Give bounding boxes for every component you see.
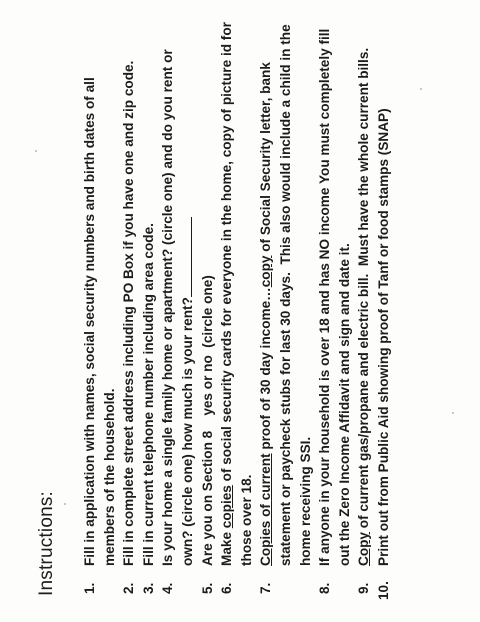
item-text: Are you on Section 8 yes or no (circle one) — [199, 275, 215, 566]
scan-speck — [64, 503, 66, 505]
instruction-item — [80, 14, 119, 594]
item-text-underlined: copies — [219, 485, 235, 529]
item-text: of current gas/propane and electric bill. Must have the whole current bills. — [356, 47, 372, 533]
item-text-underlined: current — [258, 453, 274, 501]
item-number: 10. — [375, 581, 391, 600]
item-text: Make — [219, 528, 235, 566]
item-text-underlined: copy — [258, 255, 274, 288]
item-text: Is your home a single family home or apartment? (circle one) and do you rent or own? (circle one) how much is your rent? — [160, 49, 195, 566]
item-number: 8. — [317, 582, 333, 594]
scan-speck — [420, 88, 422, 90]
instruction-item — [354, 14, 374, 594]
scan-speck — [452, 412, 454, 414]
item-text: of Social Security letter, bank statement or paycheck stubs for last 30 days. This also would include a child in the home receiving SSI. — [258, 20, 313, 566]
instruction-item — [256, 14, 315, 594]
item-text: proof of 30 day income… — [258, 287, 274, 454]
item-number: 5. — [199, 582, 215, 594]
instruction-item — [139, 14, 159, 594]
rent-blank-line — [179, 217, 192, 297]
item-text: Fill in application with names, social security numbers and birth dates of all members of the household. — [82, 77, 117, 566]
item-number: 1. — [82, 582, 97, 594]
instruction-item — [315, 14, 354, 594]
instruction-item — [119, 14, 139, 594]
item-number: 9. — [356, 582, 372, 594]
item-text: of social security cards for everyone in the home, copy of picture id for those over 18. — [219, 22, 254, 566]
item-number: 2. — [121, 582, 137, 594]
item-text: Fill in complete street address including PO Box if you have one and zip code. — [121, 60, 137, 566]
item-number: 6. — [219, 582, 235, 594]
item-number: 4. — [160, 582, 176, 594]
instruction-item — [217, 14, 256, 594]
item-text-underlined: Copies of — [258, 500, 274, 566]
document-title: Instructions: — [36, 490, 57, 596]
item-number: 3. — [140, 582, 156, 594]
item-number: 7. — [258, 582, 274, 594]
scan-speck — [35, 150, 37, 152]
instruction-item — [158, 14, 197, 594]
item-text: If anyone in your household is over 18 and has NO income You must completely fill out the Zero Income Affidavit and sign and date it. — [317, 28, 352, 566]
instruction-list — [80, 14, 394, 600]
item-text: Fill in current telephone number including area code. — [140, 223, 156, 566]
instruction-item — [374, 14, 394, 600]
instruction-item — [198, 14, 218, 594]
item-text: Print out from Public Aid showing proof of Tanf or food stamps (SNAP) — [375, 108, 391, 566]
item-text-underlined: Copy — [356, 532, 372, 566]
